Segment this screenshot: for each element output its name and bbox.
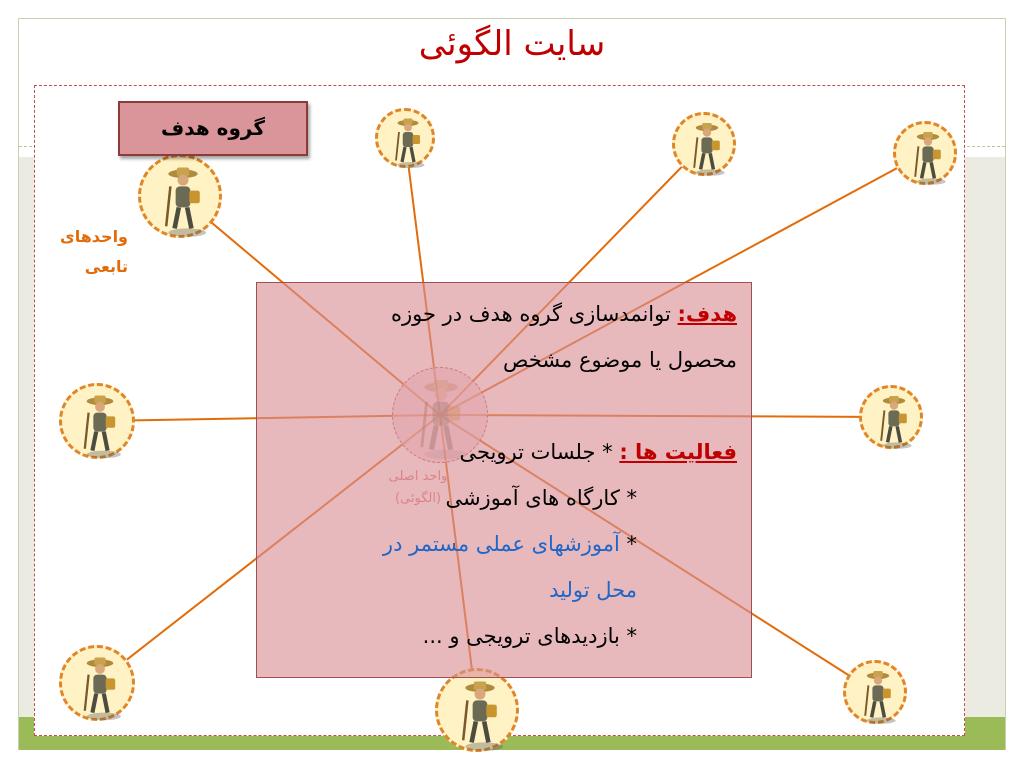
node-top-left [138, 154, 222, 238]
activity-1: * جلسات ترویجی [459, 440, 620, 464]
node-far-right [893, 121, 957, 185]
activity-3-bullet: * [619, 532, 637, 556]
slide-title: سایت الگوئی [418, 24, 606, 64]
farmer-figure-icon [675, 115, 739, 179]
node-mid-left [59, 383, 135, 459]
goal-line [287, 291, 737, 337]
activities-label: فعالیت ها : [619, 440, 737, 464]
node-bottom-center [435, 668, 519, 752]
sub-units-line-1: واحدهای [60, 227, 128, 246]
activity-2: * کارگاه های آموزشی [445, 486, 637, 510]
farmer-figure-icon [896, 124, 960, 188]
farmer-figure-icon [846, 663, 910, 727]
activity-3-cont: محل تولید [549, 578, 637, 602]
paragraph-gap [287, 383, 737, 429]
node-bottom-right [843, 660, 907, 724]
goal-label: هدف: [677, 302, 737, 326]
farmer-figure-icon [862, 388, 926, 452]
activities-line [287, 429, 737, 475]
target-group-label: گروه هدف [161, 116, 265, 140]
target-group-box [118, 101, 308, 156]
activity-3: آموزشهای عملی مستمر در [382, 532, 620, 556]
sub-units-line-2: تابعی [84, 257, 128, 276]
farmer-figure-icon [62, 386, 138, 462]
farmer-figure-icon [438, 671, 522, 755]
description-panel [256, 282, 752, 678]
description-text [287, 291, 737, 659]
node-top-center [375, 108, 435, 168]
farmer-figure-icon [62, 648, 138, 724]
activity-3-line [287, 521, 737, 567]
goal-line-2: محصول یا موضوع مشخص [503, 348, 737, 372]
node-bottom-left [59, 645, 135, 721]
goal-text: توانمدسازی گروه هدف در حوزه [390, 302, 678, 326]
node-mid-right [859, 385, 923, 449]
node-top-right [672, 112, 736, 176]
sub-units-label [44, 222, 128, 282]
activity-4: * بازدیدهای ترویجی و ... [422, 624, 637, 648]
farmer-figure-icon [141, 157, 225, 241]
farmer-figure-icon [378, 111, 438, 171]
